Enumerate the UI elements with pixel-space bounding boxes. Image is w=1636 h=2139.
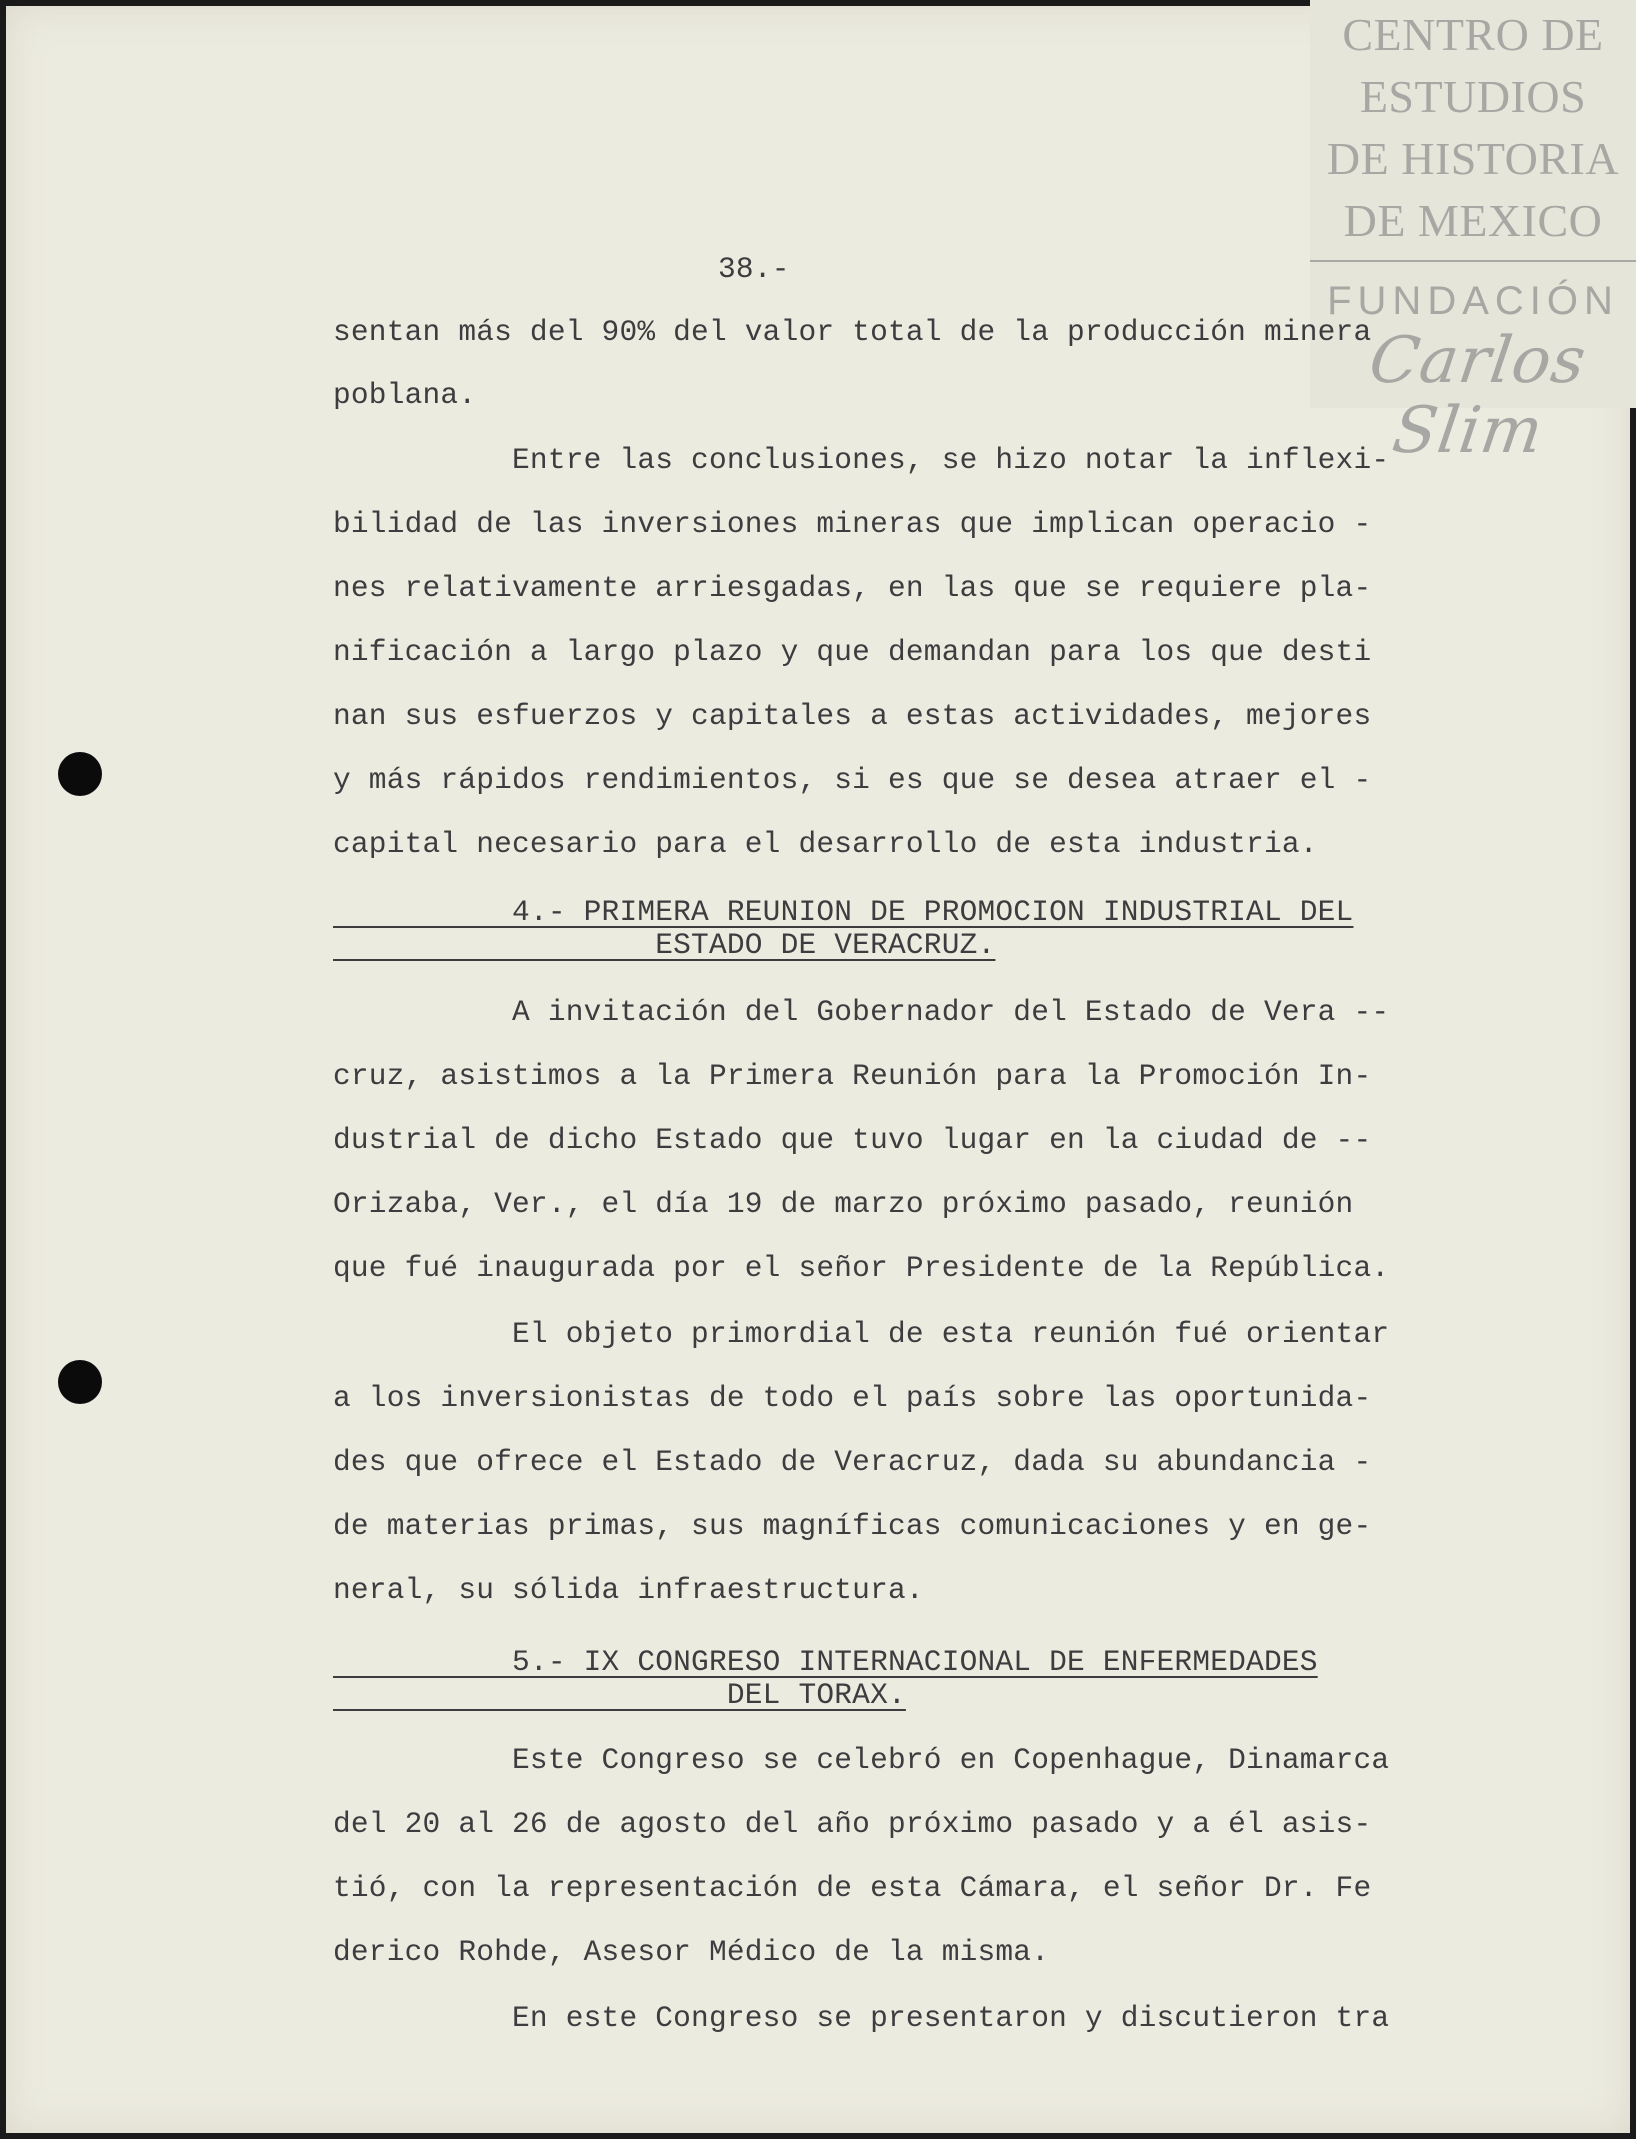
- text-line: bilidad de las inversiones mineras que implican operacio -: [333, 507, 1372, 541]
- text-line: capital necesario para el desarrollo de esta industria.: [333, 827, 1318, 861]
- text-line: derico Rohde, Asesor Médico de la misma.: [333, 1935, 1050, 1969]
- text-line: poblana.: [333, 378, 477, 412]
- watermark-line-3: DE HISTORIA: [1326, 133, 1620, 184]
- text-line: Este Congreso se celebró en Copenhague, Dinamarca: [333, 1743, 1390, 1777]
- watermark-line-1: CENTRO DE: [1342, 9, 1604, 60]
- text-line: A invitación del Gobernador del Estado de Vera --: [333, 995, 1390, 1029]
- section-heading-4: 4.- PRIMERA REUNION DE PROMOCION INDUSTRIAL DEL: [333, 895, 1354, 929]
- text-line: El objeto primordial de esta reunión fué orientar: [333, 1317, 1390, 1351]
- punch-hole: [58, 752, 102, 796]
- text-line: y más rápidos rendimientos, si es que se desea atraer el -: [333, 763, 1372, 797]
- watermark-signature: Carlos Slim: [1364, 324, 1591, 468]
- text-line: del 20 al 26 de agosto del año próximo pasado y a él asis-: [333, 1807, 1372, 1841]
- text-line: que fué inaugurada por el señor Presidente de la República.: [333, 1251, 1390, 1285]
- watermark-line-2: ESTUDIOS: [1359, 71, 1587, 122]
- text-line: nes relativamente arriesgadas, en las que se requiere pla-: [333, 571, 1372, 605]
- text-line: des que ofrece el Estado de Veracruz, dada su abundancia -: [333, 1445, 1372, 1479]
- watermark-foundation: FUNDACIÓN: [1327, 279, 1619, 323]
- section-heading-5: 5.- IX CONGRESO INTERNACIONAL DE ENFERMEDADES: [333, 1645, 1318, 1679]
- text-line: sentan más del 90% del valor total de la producción minera: [333, 315, 1372, 349]
- watermark-line-4: DE MEXICO: [1343, 195, 1603, 246]
- page-number: 38.-: [718, 252, 790, 286]
- text-line: En este Congreso se presentaron y discutieron tra: [333, 2001, 1390, 2035]
- punch-hole: [58, 1360, 102, 1404]
- text-line: nificación a largo plazo y que demandan para los que desti: [333, 635, 1372, 669]
- text-line: tió, con la representación de esta Cámara, el señor Dr. Fe: [333, 1871, 1372, 1905]
- text-line: Entre las conclusiones, se hizo notar la inflexi-: [333, 443, 1390, 477]
- text-line: de materias primas, sus magníficas comunicaciones y en ge-: [333, 1509, 1372, 1543]
- text-line: cruz, asistimos a la Primera Reunión para la Promoción In-: [333, 1059, 1372, 1093]
- text-line: a los inversionistas de todo el país sobre las oportunida-: [333, 1381, 1372, 1415]
- section-heading-4-cont: ESTADO DE VERACRUZ.: [333, 928, 996, 962]
- text-line: Orizaba, Ver., el día 19 de marzo próximo pasado, reunión: [333, 1187, 1354, 1221]
- text-line: nan sus esfuerzos y capitales a estas actividades, mejores: [333, 699, 1372, 733]
- watermark-divider: [1310, 260, 1636, 262]
- text-line: neral, su sólida infraestructura.: [333, 1573, 924, 1607]
- section-heading-5-cont: DEL TORAX.: [333, 1678, 906, 1712]
- text-line: dustrial de dicho Estado que tuvo lugar en la ciudad de --: [333, 1123, 1372, 1157]
